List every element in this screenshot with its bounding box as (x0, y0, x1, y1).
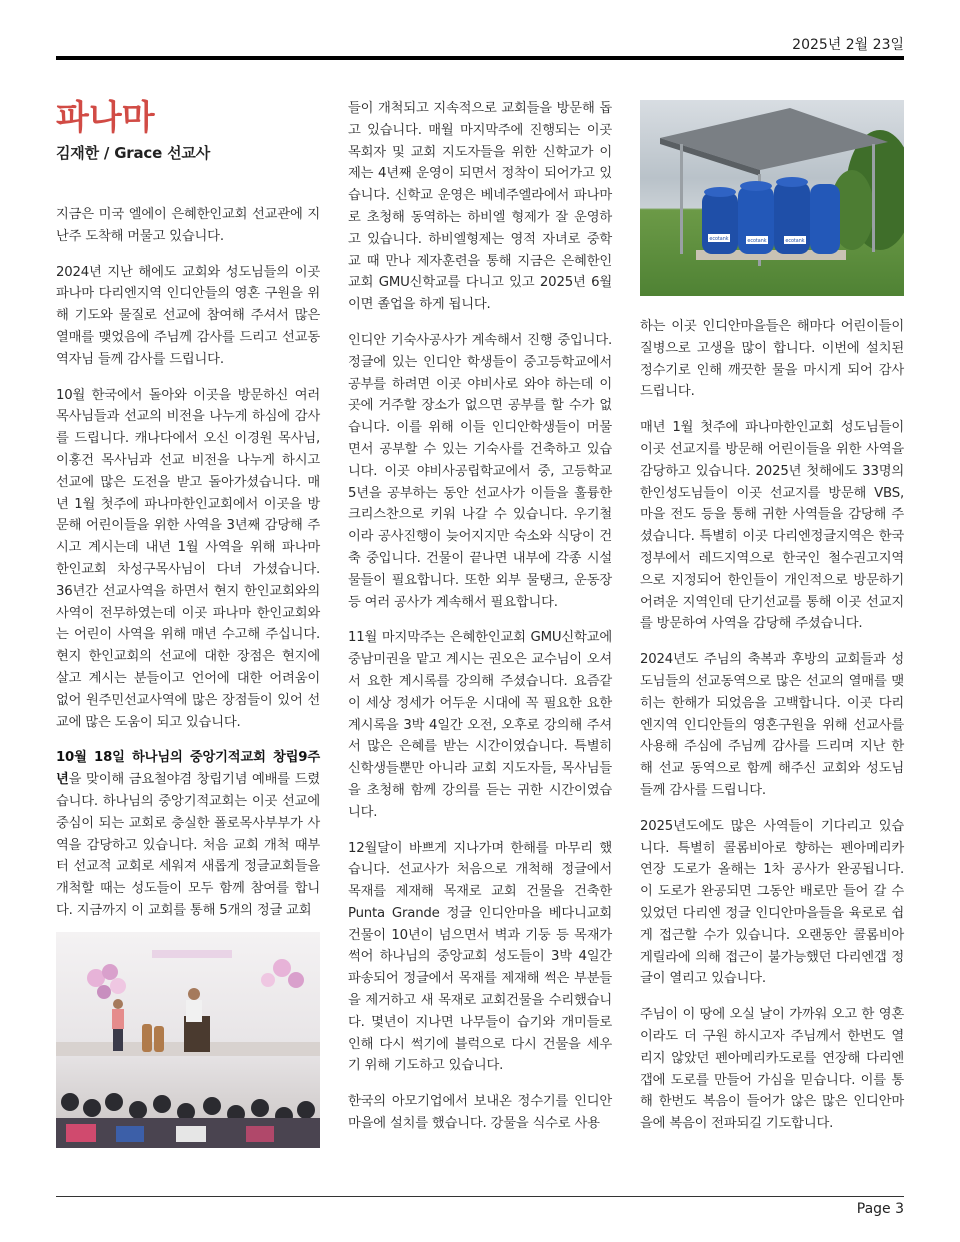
paragraph-text: 을 맞이해 금요철야겸 창립기념 예배를 드렸습니다. 하나님의 중앙기적교회는 이곳 선교에 중심이 되는 교회로 충실한 폴로목사부부가 사역을 감당하고 있습니다. 처음 교회 개척 때부터 선교적 교회로 세워져 새롭게 정글교회들을 개척할 때는 성도들이 모두 함께 참여를 합니다. 지금까지 이 교회를 통해 5개의 정글 교회 (56, 772, 320, 918)
paragraph: 2025년도에도 많은 사역들이 기다리고 있습니다. 특별히 콜롬비아로 향하는 펜아메리카 연장 도로가 올해는 1차 공사가 완공됩니다. 이 도로가 완공되면 그동안 배로만 들어 갈 수 있었던 다리엔 정글 인디안마을들을 육로로 쉽게 접근할 수가 있습니다. 오랜동안 콜롬비아 게릴라에 의해 접근이 불가능했던 다리엔갭 정글이 열리고 있습니다. (640, 818, 904, 987)
paragraph: 인디안 기숙사공사가 계속해서 진행 중입니다. 정글에 있는 인디안 학생들이 중고등학교에서 공부를 하려면 이곳 야비사로 와야 하는데 이곳에 거주할 장소가 없으면 공부를 할 수가 없습니다. 이를 위해 이들 인디안학생들이 머물면서 공부할 수 있는 기숙사를 건축하고 있습니다. 이곳 야비사공립학교에서 중, 고등학교 5년을 공부하는 동안 선교사가 이들을 훌륭한 크리스찬으로 키워 나갈 수 있습니다. 우기철이라 공사진행이 늦어지지만 숙소와 식당이 건축 중입니다. 건물이 끝나면 내부에 각종 시설물들이 필요합니다. 또한 외부 물탱크, 운동장 등 여러 공사가 계속해서 필요합니다. (348, 332, 612, 610)
paragraph: 하는 이곳 인디안마을들은 해마다 어린이들이 질병으로 고생을 많이 합니다. 이번에 설치된 정수기로 인해 깨끗한 물을 마시게 되어 감사드립니다. (640, 319, 904, 400)
paragraph: 10월 한국에서 돌아와 이곳을 방문하신 여러 목사님들과 선교의 비전을 나누게 하심에 감사를 드립니다. 캐나다에서 오신 이경원 목사님, 이홍건 목사님과 선교 비전을 나누게 하시고 선교에 많은 도전을 받고 돌아가셨습니다. 매년 1월 첫주에 파나마한인교회에서 이곳을 방문해 어린이들을 위한 사역을 3년째 감당해 주시고 계시는데 내년 1월 사역을 위해 파나마 한인교회 차성구목사님이 다녀 가셨습니다. 36년간 선교사역을 하면서 현지 한인교회와의 사역이 전무하였는데 이곳 파나마 한인교회와는 어린이 사역을 위해 매년 수고해 주십니다. 현지 한인교회의 선교에 대한 장점은 현지에 살고 계시는 분들이고 언어에 대한 어려움이 없어 원주민선교사역에 많은 장점들이 있어 선교에 많은 도움이 되고 있습니다. (56, 387, 320, 730)
water-tank-illustration (640, 100, 904, 296)
paragraph: 2024년 지난 해에도 교회와 성도님들의 이곳 파나마 다리엔지역 인디안들의 영혼 구원을 위해 기도와 물질로 선교에 참여해 주셔서 많은 열매를 맺었음에 주님께 감사를 드리고 선교동역자님 들께 감사를 드립니다. (56, 264, 320, 367)
paragraph (56, 747, 320, 921)
bold-lead: 10월 18일 하나님의 중앙기적교회 창립9주년 (56, 750, 320, 788)
column-2 (348, 98, 612, 1149)
page-date: 2025년 2월 23일 (792, 37, 904, 53)
tank-label: ecotank (785, 239, 805, 244)
paragraph: 주님이 이 땅에 오실 날이 가까워 오고 한 영혼이라도 더 구원 하시고자 주님께서 한번도 열리지 않았던 펜아메리카도로를 연장해 다리엔갭에 도로를 만들어 가심을 믿습니다. 이를 통해 한번도 복음이 들어가 않은 많은 인디안마을에 복음이 전파되길 기도합니다. (640, 1007, 904, 1132)
top-rule (56, 56, 904, 60)
paragraph: 지금은 미국 엘에이 은혜한인교회 선교관에 지난주 도착해 머물고 있습니다. (56, 207, 320, 244)
paragraph: 들이 개척되고 지속적으로 교회들을 방문해 돕고 있습니다. 매월 마지막주에 진행되는 이곳 목회자 및 교회 지도자들을 위한 신학교가 이제는 4년째 운영이 되면서 정착이 되어가고 있습니다. 신학교 운영은 베네주엘라에서 파나마로 초청해 동역하는 하비엘 형제가 잘 운영하고 있습니다. 하비엘형제는 영적 자녀로 중학교 때 만나 제자훈련을 통해 지금은 은혜한인교회 GMU신학교를 다니고 있고 2025년 6월 이면 졸업을 하게 됩니다. (348, 101, 612, 313)
page-number: Page 3 (856, 1201, 904, 1217)
column-3 (640, 316, 904, 1149)
bottom-rule (56, 1196, 904, 1197)
paragraph: 매년 1월 첫주에 파나마한인교회 성도님들이 이곳 선교지를 방문해 어린이들을 위한 사역을 감당하고 있습니다. 2025년 첫해에도 33명의 한인성도님들이 이곳 선교지를 방문해 VBS, 마을 전도 등을 통해 귀한 사역들을 감당해 주셨습니다. 특별히 이곳 다리엔정글지역은 한국정부에서 레드지역으로 한국인 철수권고지역으로 지정되어 한인들이 개인적으로 방문하기 어려운 지역인데 단기선교를 통해 이곳 선교지를 방문하여 사역을 감당해 주셨습니다. (640, 420, 904, 632)
paragraph: 한국의 아모기업에서 보내온 정수기를 인디안 마을에 설치를 했습니다. 강물을 식수로 사용 (348, 1094, 612, 1132)
tank-label: ecotank (709, 237, 729, 242)
article-author: 김재한 / Grace 선교사 (56, 144, 210, 162)
paragraph: 11월 마지막주는 은혜한인교회 GMU신학교에 중남미권을 맡고 계시는 권오은 교수님이 오셔서 요한 계시록를 강의해 주셨습니다. 요즘같이 세상 정세가 어두운 시대에 꼭 필요한 요한 계시록을 3박 4일간 오전, 오후로 강의해 주셔서 많은 은혜를 받는 시간이였습니다. 특별히 신학생들뿐만 아니라 교회 지도자들, 목사님들을 초청해 함께 강의를 듣는 귀한 시간이였습니다. (348, 630, 612, 820)
column-1 (56, 98, 320, 936)
paragraph: 2024년도 주님의 축복과 후방의 교회들과 성도님들의 선교동역으로 많은 선교의 열매를 맺히는 한해가 되었음을 고백합니다. 이곳 다리엔지역 인디안들의 영혼구원을 위해 선교사를 사용해 주심에 주님께 감사를 드리며 지난 한해 선교 동역으로 함께 해주신 교회와 성도님들께 감사를 드립니다. (640, 652, 904, 798)
paragraph: 12월달이 바쁘게 지나가며 한해를 마무리 했습니다. 선교사가 처음으로 개척해 정글에서 목재를 제재해 목재로 교회 건물을 건축한 Punta Grande 정글 인디안마을 베다니교회 건물이 10년이 넘으면서 벽과 기둥 등 목재가 썩어 하나님의 중앙교회 성도들이 3박 4일간 파송되어 정글에서 목재를 제재해 썩은 부분들을 제거하고 새 목재로 교회건물을 수리했습니다. 몇년이 지나면 나무들이 습기와 개미들로 인해 다시 썩기에 블럭으로 다시 건물을 세우기 위해 기도하고 있습니다. (348, 840, 612, 1074)
water-tank-photo (640, 100, 904, 296)
church-service-photo (56, 932, 320, 1148)
church-service-illustration (56, 932, 320, 1148)
tank-label: ecotank (747, 239, 767, 244)
article-title: 파나마 (56, 98, 155, 138)
